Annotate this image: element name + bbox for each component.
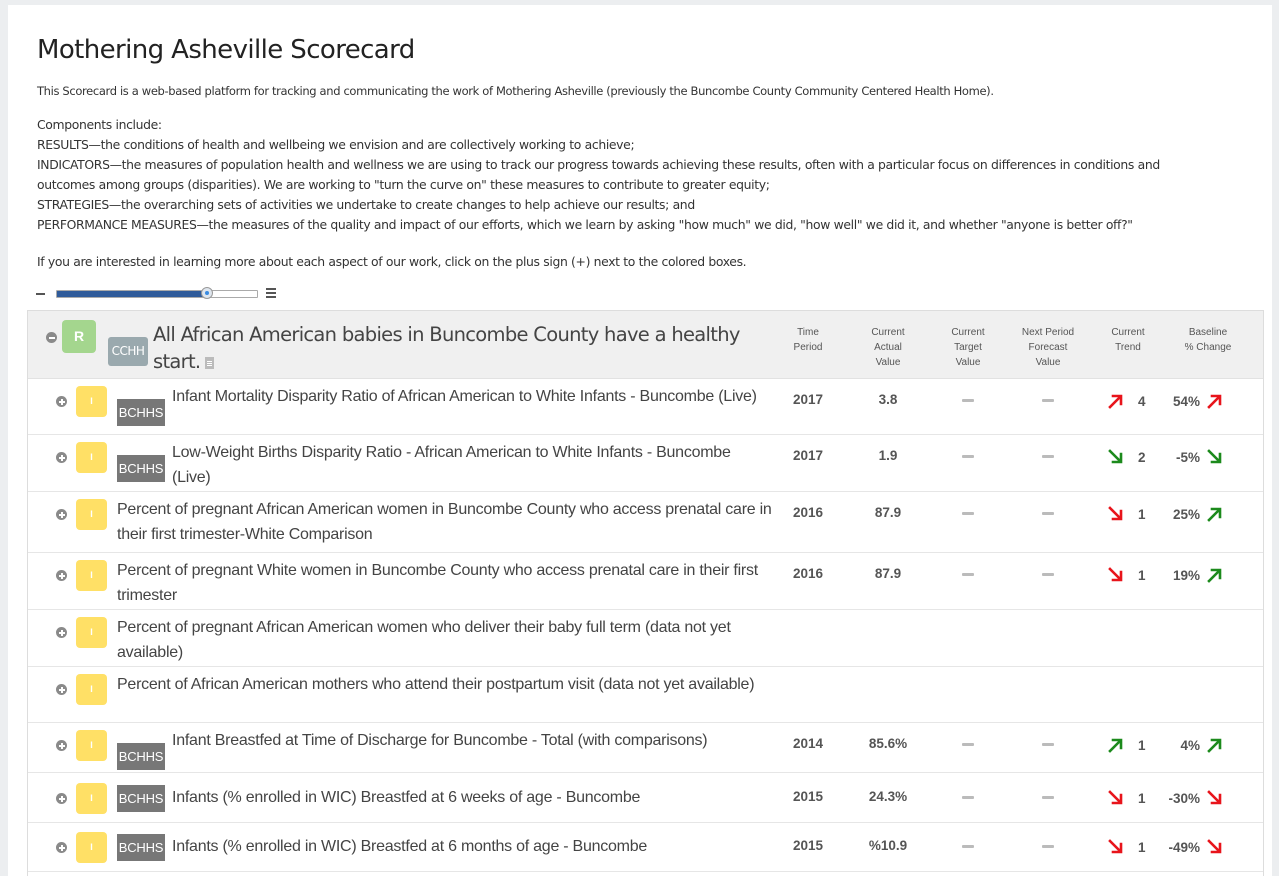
column-header-baseline-change: Baseline % Change [1184,327,1232,353]
table-row [28,610,1263,667]
indicator-name[interactable]: Infants (% enrolled in WIC) Breastfed at 6 months of age - Buncombe [172,838,648,855]
indicator-name[interactable]: Percent of pregnant African American women in Buncombe County who access prenatal care in their first trimester-White Comparison [117,501,772,543]
baseline-change-value: 54% [1172,394,1200,409]
zoom-slider[interactable] [34,285,294,303]
slider-track[interactable] [56,290,258,298]
slider-handle[interactable] [201,287,213,299]
table-row [28,823,1263,872]
actual-value: 3.8 [878,392,898,407]
actual-value: 24.3% [868,789,908,804]
baseline-arrow-down-red-icon [1206,838,1224,856]
actual-value: %10.9 [868,838,908,853]
expand-icon[interactable] [56,452,67,463]
table-row [28,553,1263,610]
time-period-value: 2017 [792,392,824,407]
table-row [28,723,1263,773]
time-period-value: 2017 [792,448,824,463]
expand-icon[interactable] [56,740,67,751]
indicator-name[interactable]: Percent of African American mothers who attend their postpartum visit (data not yet available) [117,676,755,693]
indicator-badge[interactable]: I [76,617,107,648]
indicator-badge[interactable]: I [76,730,107,761]
column-header-time-period: Time Period [793,327,823,353]
trend-count: 4 [1138,394,1146,409]
page-title: Mothering Asheville Scorecard [37,35,415,65]
expand-icon[interactable] [56,570,67,581]
target-value-empty-dash [962,455,974,458]
baseline-arrow-up-green-icon [1206,505,1224,523]
trend-arrow-down-red-icon [1107,566,1125,584]
baseline-change-value: -5% [1175,450,1200,465]
actual-value: 1.9 [878,448,898,463]
indicator-name[interactable]: Infant Breastfed at Time of Discharge for Buncombe - Total (with comparisons) [172,732,708,749]
forecast-value-empty-dash [1042,796,1054,799]
baseline-arrow-up-green-icon [1206,736,1224,754]
trend-count: 1 [1138,507,1146,522]
forecast-value-empty-dash [1042,399,1054,402]
forecast-value-empty-dash [1042,573,1054,576]
bchhs-tag: BCHHS [117,455,165,482]
baseline-arrow-down-red-icon [1206,789,1224,807]
baseline-arrow-up-red-icon [1206,392,1224,410]
trend-arrow-down-red-icon [1107,838,1125,856]
indicator-name[interactable]: Percent of pregnant African American women who deliver their baby full term (data not yet available) [117,619,731,661]
scorecard-table [27,310,1264,876]
components-line: outcomes among groups (disparities). We are working to "turn the curve on" these measures to contribute to greater equity; [37,177,770,192]
table-row-next [28,872,1263,876]
forecast-value-empty-dash [1042,845,1054,848]
indicator-name[interactable]: Percent of pregnant White women in Buncombe County who access prenatal care in their first trimester [117,562,758,604]
components-line: INDICATORS—the measures of population health and wellness we are using to track our progress towards achieving these results, often with a particular focus on differences in conditions and [37,157,1160,172]
minus-icon[interactable] [36,293,45,295]
indicator-name[interactable]: Low-Weight Births Disparity Ratio - African American to White Infants - Buncombe (Live) [172,444,731,486]
cchh-tag: CCHH [108,337,148,366]
expand-icon[interactable] [56,509,67,520]
baseline-change-value: 25% [1172,507,1200,522]
trend-count: 1 [1138,738,1146,753]
table-row [28,773,1263,823]
forecast-value-empty-dash [1042,512,1054,515]
expand-icon[interactable] [56,396,67,407]
components-line: STRATEGIES—the overarching sets of activities we undertake to create changes to help achieve our results; and [37,197,695,212]
table-row [28,379,1263,435]
indicator-badge[interactable]: I [76,783,107,814]
indicator-badge[interactable]: I [76,499,107,530]
result-title-text[interactable]: All African American babies in Buncombe County have a healthy start. [153,323,740,373]
scorecard-page [8,5,1272,876]
result-badge[interactable]: R [62,320,96,353]
table-row [28,492,1263,553]
baseline-change-value: 4% [1180,738,1200,753]
components-line: RESULTS—the conditions of health and wellbeing we envision and are collectively working to achieve; [37,137,635,152]
time-period-value: 2014 [792,736,824,751]
time-period-value: 2015 [792,838,824,853]
target-value-empty-dash [962,845,974,848]
time-period-value: 2015 [792,789,824,804]
indicator-badge[interactable]: I [76,560,107,591]
column-header-actual-value: Current Actual Value [871,327,905,368]
trend-count: 1 [1138,568,1146,583]
components-line: Components include: [37,117,162,132]
bchhs-tag: BCHHS [117,785,165,812]
hint-text: If you are interested in learning more about each aspect of our work, click on the plus sign (+) next to the colored boxes. [37,254,747,269]
document-icon[interactable] [205,357,214,369]
baseline-arrow-up-green-icon [1206,566,1224,584]
components-line: PERFORMANCE MEASURES—the measures of the quality and impact of our efforts, which we learn by asking "how much" we did, "how well" we did it, and whether "anyone is better off?" [37,217,1133,232]
expand-icon[interactable] [56,793,67,804]
trend-arrow-up-red-icon [1107,392,1125,410]
slider-fill [57,291,207,297]
column-header-target-value: Current Target Value [951,327,985,368]
table-row [28,667,1263,723]
indicator-badge[interactable]: I [76,832,107,863]
actual-value: 85.6% [868,736,908,751]
indicator-name[interactable]: Infants (% enrolled in WIC) Breastfed at 6 weeks of age - Buncombe [172,789,641,806]
forecast-value-empty-dash [1042,743,1054,746]
target-value-empty-dash [962,743,974,746]
actual-value: 87.9 [874,505,902,520]
expand-icon[interactable] [56,684,67,695]
trend-arrow-down-green-icon [1107,448,1125,466]
bchhs-tag: BCHHS [117,399,165,426]
target-value-empty-dash [962,512,974,515]
result-title[interactable] [153,321,753,375]
baseline-change-value: 19% [1172,568,1200,583]
baseline-change-value: -30% [1168,791,1200,806]
expand-icon[interactable] [56,627,67,638]
indicator-badge[interactable]: I [76,386,107,417]
trend-count: 1 [1138,791,1146,806]
baseline-arrow-down-green-icon [1206,448,1224,466]
indicator-name[interactable]: Infant Mortality Disparity Ratio of African American to White Infants - Buncombe (Live) [172,388,757,405]
hamburger-menu-icon[interactable] [266,288,276,300]
target-value-empty-dash [962,573,974,576]
trend-arrow-down-red-icon [1107,789,1125,807]
indicator-badge[interactable]: I [76,442,107,473]
components-description [37,115,1237,235]
trend-arrow-down-red-icon [1107,505,1125,523]
column-header-current-trend: Current Trend [1111,327,1145,353]
actual-value: 87.9 [874,566,902,581]
trend-arrow-up-green-icon [1107,736,1125,754]
result-header-row [28,311,1263,379]
target-value-empty-dash [962,796,974,799]
target-value-empty-dash [962,399,974,402]
bchhs-tag: BCHHS [117,834,165,861]
indicator-badge[interactable]: I [76,674,107,705]
collapse-icon[interactable] [46,332,57,343]
time-period-value: 2016 [792,566,824,581]
expand-icon[interactable] [56,842,67,853]
intro-text: This Scorecard is a web-based platform for tracking and communicating the work of Mothering Asheville (previously the Buncombe County Community Centered Health Home). [37,84,994,98]
trend-count: 2 [1138,450,1146,465]
time-period-value: 2016 [792,505,824,520]
forecast-value-empty-dash [1042,455,1054,458]
trend-count: 1 [1138,840,1146,855]
baseline-change-value: -49% [1168,840,1200,855]
table-row [28,435,1263,492]
bchhs-tag: BCHHS [117,743,165,770]
column-header-forecast-value: Next Period Forecast Value [1021,327,1075,368]
